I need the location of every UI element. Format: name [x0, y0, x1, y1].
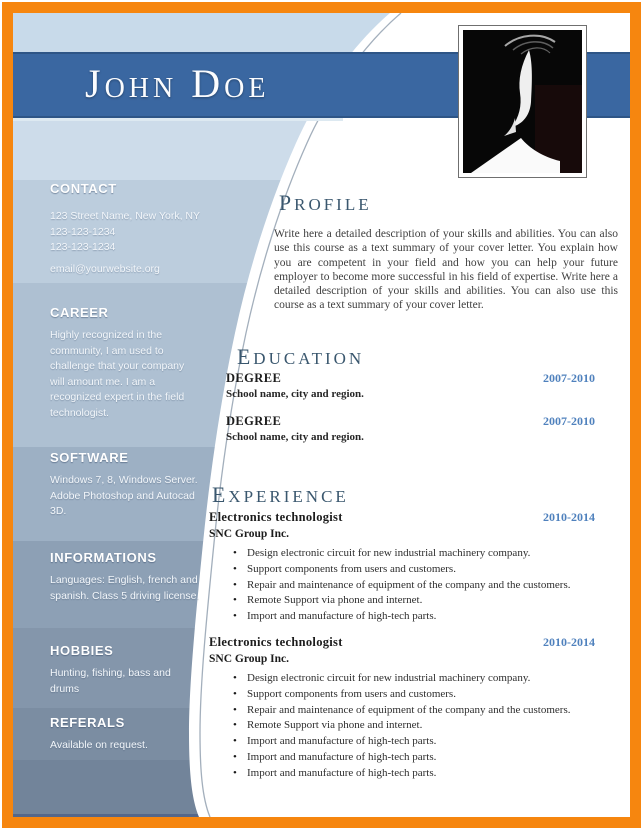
bullet-icon: • [233, 735, 237, 748]
contact-email: email@yourwebsite.org [50, 262, 160, 275]
bullet-icon: • [233, 562, 237, 575]
list-item [209, 718, 595, 734]
referals-heading: REFERALS [50, 715, 125, 730]
contact-address: 123 Street Name, New York, NY [50, 210, 200, 222]
career-text: Highly recognized in the community, I am used to challenge that your company will amount me. I am a recognized expert in the field technologist. [50, 329, 185, 419]
banner-underline [13, 118, 343, 121]
software-text: Windows 7, 8, Windows Server. Adobe Photoshop and Autocad 3D. [50, 474, 198, 517]
contact-phone-2: 123-123-1234 [50, 241, 116, 253]
profile-heading: PROFILE [279, 191, 372, 215]
bullet-text: Remote Support via phone and internet. [247, 594, 423, 607]
company-name: SNC Group Inc. [209, 528, 289, 540]
profile-paragraph: Write here a detailed description of your skills and abilities. You can also use this course as a text summary of your cover letter. You explain how you are competent in your field and how you can help your future employer to become more successful in his field of expertise. Write here a detailed description of your skills and abilities. You can also use this course as a text summary of your cover letter. [274, 228, 618, 312]
sidebar-section-referals [50, 715, 200, 754]
job-bullet-list [209, 671, 595, 782]
career-heading: CAREER [50, 305, 109, 320]
person-name: John Doe [85, 61, 270, 106]
software-heading: SOFTWARE [50, 450, 129, 465]
experience-entry [209, 510, 595, 625]
job-title: Electronics technologist [209, 510, 343, 524]
company-name: SNC Group Inc. [209, 653, 289, 665]
list-item [209, 562, 595, 578]
portrait-silhouette [463, 30, 582, 173]
job-dates: 2010-2014 [543, 635, 595, 649]
bullet-icon: • [233, 750, 237, 763]
school-name: School name, city and region. [226, 431, 364, 443]
list-item [209, 609, 595, 625]
bullet-text: Import and manufacture of high-tech parts. [247, 610, 437, 623]
resume-document [13, 13, 630, 817]
education-dates: 2007-2010 [543, 414, 595, 428]
contact-heading: CONTACT [50, 181, 117, 196]
sidebar-section-contact [50, 181, 220, 277]
sidebar-section-informations [50, 550, 200, 604]
list-item [209, 671, 595, 687]
list-item [209, 578, 595, 594]
bullet-icon: • [233, 594, 237, 607]
list-item [209, 687, 595, 703]
list-item [209, 546, 595, 562]
bullet-icon: • [233, 610, 237, 623]
bullet-icon: • [233, 703, 237, 716]
education-heading: EDUCATION [237, 345, 365, 369]
bullet-icon: • [233, 547, 237, 559]
experience-heading: EXPERIENCE [212, 483, 349, 507]
bullet-text: Import and manufacture of high-tech parts. [247, 750, 437, 763]
degree-title: DEGREE [226, 371, 282, 385]
job-title: Electronics technologist [209, 635, 343, 649]
hobbies-text: Hunting, fishing, bass and drums [50, 667, 171, 695]
experience-entry [209, 635, 595, 782]
education-entry [226, 371, 595, 400]
bullet-icon: • [233, 687, 237, 700]
bullet-icon: • [233, 766, 237, 779]
education-dates: 2007-2010 [543, 371, 595, 385]
bullet-text: Design electronic circuit for new industrial machinery company. [247, 547, 531, 559]
contact-phone-1: 123-123-1234 [50, 225, 116, 238]
sidebar-section-hobbies [50, 643, 200, 697]
bullet-text: Repair and maintenance of equipment of the company and the customers. [247, 578, 571, 591]
referals-text: Available on request. [50, 739, 148, 751]
school-name: School name, city and region. [226, 388, 364, 400]
bullet-text: Remote Support via phone and internet. [247, 719, 423, 732]
bullet-text: Import and manufacture of high-tech parts. [247, 766, 437, 779]
bullet-icon: • [233, 578, 237, 591]
list-item [209, 766, 595, 782]
bullet-text: Import and manufacture of high-tech parts. [247, 735, 437, 748]
list-item [209, 593, 595, 609]
informations-text: Languages: English, french and spanish. Class 5 driving license. [50, 574, 200, 602]
education-entry [226, 414, 595, 443]
list-item [209, 703, 595, 719]
bullet-icon: • [233, 672, 237, 684]
bullet-text: Design electronic circuit for new industrial machinery company. [247, 672, 531, 684]
bullet-text: Support components from users and customers. [247, 687, 456, 700]
bullet-icon: • [233, 719, 237, 732]
job-bullet-list [209, 546, 595, 625]
hobbies-heading: HOBBIES [50, 643, 114, 658]
job-dates: 2010-2014 [543, 510, 595, 524]
profile-photo [458, 25, 587, 178]
informations-heading: INFORMATIONS [50, 550, 157, 565]
list-item [209, 750, 595, 766]
bullet-text: Support components from users and customers. [247, 562, 456, 575]
list-item [209, 734, 595, 750]
degree-title: DEGREE [226, 414, 282, 428]
sidebar-section-career [50, 305, 200, 421]
bullet-text: Repair and maintenance of equipment of the company and the customers. [247, 703, 571, 716]
sidebar-section-software [50, 450, 200, 520]
